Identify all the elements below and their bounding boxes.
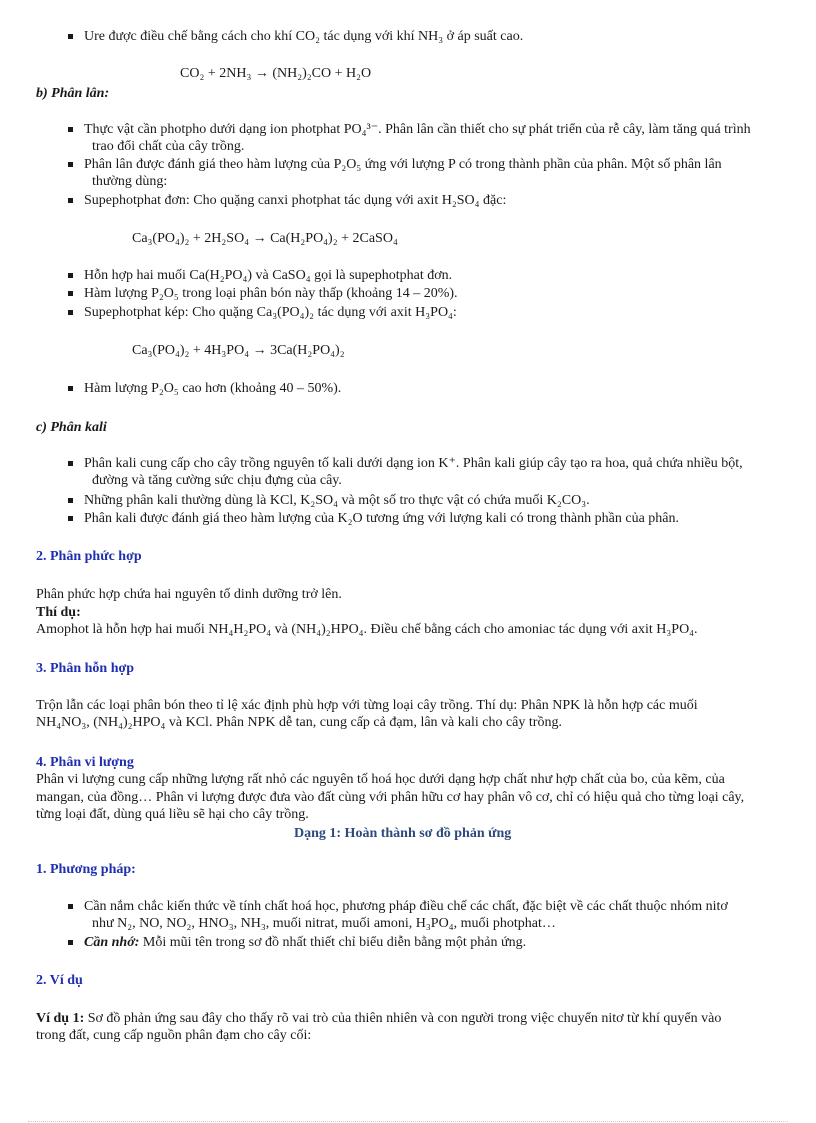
phan-lan-bullet-1: Thực vật cần photpho dưới dạng ion photphat PO₄³⁻. Phân lân cần thiết cho sự phát triển của rễ cây, làm tăng quá trình [84, 122, 751, 137]
phan-vi-luong-text-3: từng loại đất, dùng quá liều sẽ hại cho cây trồng. [36, 807, 309, 822]
bullet [68, 516, 73, 521]
phan-lan-bullet-1-cont: trao đổi chất của cây trồng. [92, 139, 245, 154]
phan-lan-equation-2: Ca₃(PO₄)₂ + 4H₃PO₄ → 3Ca(H₂PO₄)₂ [132, 343, 345, 358]
bullet [68, 198, 73, 203]
section-heading-phan-phuc-hop: 2. Phân phức hợp [36, 549, 142, 564]
phan-phuc-hop-example-label: Thí dụ: [36, 605, 81, 620]
phan-lan-equation-1: Ca₃(PO₄)₂ + 2H₂SO₄ → Ca(H₂PO₄)₂ + 2CaSO₄ [132, 231, 398, 246]
phan-kali-bullet-1-cont: đường và tăng cường sức chịu đựng của cây. [92, 473, 342, 488]
phan-lan-bullet-6: Supephotphat kép: Cho quặng Ca₃(PO₄)₂ tác dụng với axit H₃PO₄: [84, 305, 457, 320]
phan-lan-bullet-2: Phân lân được đánh giá theo hàm lượng của P₂O₅ ứng với lượng P có trong thành phần của phân. Một số phân lân [84, 157, 722, 172]
bullet [68, 127, 73, 132]
phan-lan-bullet-2-cont: thường dùng: [92, 174, 168, 189]
section-heading-phan-lan: b) Phân lân: [36, 86, 110, 101]
can-nho-text: Mỗi mũi tên trong sơ đồ nhất thiết chỉ biểu diễn bằng một phản ứng. [139, 935, 527, 950]
section-heading-vi-du: 2. Ví dụ [36, 973, 83, 988]
phan-vi-luong-text-2: mangan, của đồng… Phân vi lượng được đưa vào đất cùng với phân hữu cơ hay phân vô cơ, chỉ có hiệu quả cho từng loại cây, [36, 790, 745, 805]
phuong-phap-bullet-2 [84, 934, 526, 951]
bullet [68, 940, 73, 945]
bullet [68, 34, 73, 39]
bullet [68, 291, 73, 296]
vi-du-1-label: Ví dụ 1: [36, 1011, 85, 1026]
vi-du-1-line-2: trong đất, cung cấp nguồn phân đạm cho cây cối: [36, 1028, 312, 1043]
bullet [68, 461, 73, 466]
phan-hon-hop-text-1: Trộn lẫn các loại phân bón theo tỉ lệ xác định phù hợp với từng loại cây trồng. Thí dụ: Phân NPK là hỗn hợp các muối [36, 698, 698, 713]
bullet [68, 162, 73, 167]
phan-phuc-hop-text-2: Amophot là hỗn hợp hai muối NH₄H₂PO₄ và (NH₄)₂HPO₄. Điều chế bằng cách cho amoniac tác dụng với axit H₃PO₄. [36, 622, 698, 637]
phuong-phap-bullet-1-cont: như N₂, NO, NO₂, HNO₃, NH₃, muối nitrat, muối amoni, H₃PO₄, muối photphat… [92, 916, 556, 931]
phan-lan-bullet-4: Hỗn hợp hai muối Ca(H₂PO₄) và CaSO₄ gọi là supephotphat đơn. [84, 268, 453, 283]
vi-du-1-text: Sơ đồ phản ứng sau đây cho thấy rõ vai trò của thiên nhiên và con người trong việc chuyển nitơ từ khí quyển vào [84, 1011, 722, 1026]
phuong-phap-bullet-1: Cần nắm chắc kiến thức về tính chất hoá học, phương pháp điều chế các chất, đặc biệt về các chất thuộc nhóm nitơ [84, 899, 728, 914]
bullet [68, 498, 73, 503]
bullet [68, 310, 73, 315]
phan-lan-bullet-5: Hàm lượng P₂O₅ trong loại phân bón này thấp (khoảng 14 – 20%). [84, 286, 458, 301]
section-heading-phan-kali: c) Phân kali [36, 420, 107, 435]
phan-kali-bullet-1: Phân kali cung cấp cho cây trồng nguyên tố kali dưới dạng ion K⁺. Phân kali giúp cây tạo ra hoa, quả chứa nhiều bột, [84, 456, 743, 471]
vi-du-1-line-1 [36, 1010, 721, 1027]
bullet [68, 386, 73, 391]
bullet [68, 904, 73, 909]
phan-phuc-hop-text-1: Phân phức hợp chứa hai nguyên tố dinh dưỡng trở lên. [36, 587, 342, 602]
page-bottom-divider [28, 1121, 788, 1122]
phan-hon-hop-text-2: NH₄NO₃, (NH₄)₂HPO₄ và KCl. Phân NPK dễ tan, cung cấp cả đạm, lân và kali cho cây trồng. [36, 715, 562, 730]
phan-kali-bullet-2: Những phân kali thường dùng là KCl, K₂SO₄ và một số tro thực vật có chứa muối K₂CO₃. [84, 493, 590, 508]
section-heading-phan-hon-hop: 3. Phân hỗn hợp [36, 661, 135, 676]
section-heading-phuong-phap: 1. Phương pháp: [36, 862, 136, 877]
phan-lan-bullet-3: Supephotphat đơn: Cho quặng canxi photphat tác dụng với axit H₂SO₄ đặc: [84, 193, 507, 208]
bullet [68, 273, 73, 278]
ure-bullet-1: Ure được điều chế bằng cách cho khí CO₂ tác dụng với khí NH₃ ở áp suất cao. [84, 29, 524, 44]
phan-kali-bullet-3: Phân kali được đánh giá theo hàm lượng của K₂O tương ứng với lượng kali có trong thành phần của phân. [84, 511, 679, 526]
chapter-title-dang-1: Dạng 1: Hoàn thành sơ đồ phản ứng [294, 826, 512, 841]
section-heading-phan-vi-luong: 4. Phân vi lượng [36, 755, 134, 770]
phan-lan-bullet-7: Hàm lượng P₂O₅ cao hơn (khoảng 40 – 50%). [84, 381, 342, 396]
phan-vi-luong-text-1: Phân vi lượng cung cấp những lượng rất nhỏ các nguyên tố hoá học dưới dạng hợp chất như hợp chất của bo, của kẽm, của [36, 772, 725, 787]
ure-equation: CO₂ + 2NH₃ → (NH₂)₂CO + H₂O [180, 66, 372, 81]
can-nho-label: Cần nhớ: [84, 935, 140, 950]
